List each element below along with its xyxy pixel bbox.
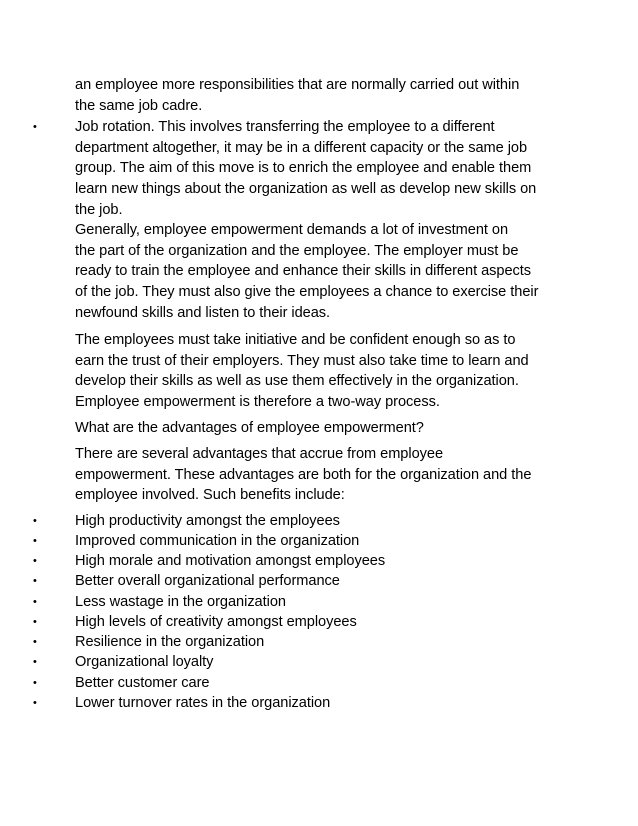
- text-line: learn new things about the organization as well as develop new skills on: [75, 181, 537, 198]
- text-line: the job.: [75, 201, 123, 218]
- bullet-marker: •: [33, 535, 37, 547]
- bullet-marker: •: [33, 636, 37, 648]
- paragraph-initiative: [75, 330, 575, 413]
- text-line: the part of the organization and the employee. The employer must be: [75, 242, 519, 259]
- bullet-marker: •: [33, 121, 37, 133]
- text-line: Generally, employee empowerment demands a lot of investment on: [75, 222, 509, 238]
- text-line: Employee empowerment is therefore a two-way process.: [75, 394, 440, 411]
- bullet-marker: •: [33, 596, 37, 608]
- text-line: earn the trust of their employers. They must also take time to learn and: [75, 352, 529, 369]
- bullet-marker: •: [33, 616, 37, 628]
- text-line: of the job. They must also give the employees a chance to exercise their: [75, 284, 539, 301]
- list-item: Better customer care: [75, 675, 210, 691]
- text-line: an employee more responsibilities that are normally carried out within: [75, 77, 520, 93]
- job-rotation-item: [75, 117, 575, 221]
- text-line: There are several advantages that accrue from employee: [75, 446, 444, 462]
- list-item: High levels of creativity amongst employees: [75, 614, 357, 630]
- text-line: The employees must take initiative and be confident enough so as to: [75, 332, 516, 348]
- list-item: High productivity amongst the employees: [75, 513, 340, 529]
- list-item: Resilience in the organization: [75, 634, 265, 650]
- question-heading: What are the advantages of employee empowerment?: [75, 420, 424, 436]
- list-item: Better overall organizational performance: [75, 573, 340, 589]
- bullet-marker: •: [33, 677, 37, 689]
- text-line: department altogether, it may be in a different capacity or the same job: [75, 139, 528, 156]
- text-line: Job rotation. This involves transferring the employee to a different: [75, 119, 495, 135]
- list-item: Less wastage in the organization: [75, 594, 286, 610]
- paragraph-advantages: [75, 444, 575, 506]
- continuation-text: [75, 75, 575, 116]
- text-line: group. The aim of this move is to enrich the employee and enable them: [75, 160, 532, 177]
- list-item: Improved communication in the organization: [75, 533, 360, 549]
- bullet-marker: •: [33, 515, 37, 527]
- paragraph-investment: [75, 220, 575, 324]
- list-item: Lower turnover rates in the organization: [75, 695, 331, 711]
- text-line: empowerment. These advantages are both for the organization and the: [75, 466, 532, 483]
- text-line: newfound skills and listen to their ideas.: [75, 304, 331, 321]
- list-item: High morale and motivation amongst employees: [75, 553, 386, 569]
- text-line: the same job cadre.: [75, 97, 203, 114]
- list-item: Organizational loyalty: [75, 654, 214, 670]
- bullet-marker: •: [33, 555, 37, 567]
- bullet-marker: •: [33, 575, 37, 587]
- text-line: employee involved. Such benefits include:: [75, 487, 345, 504]
- bullet-marker: •: [33, 697, 37, 709]
- bullet-marker: •: [33, 656, 37, 668]
- text-line: ready to train the employee and enhance their skills in different aspects: [75, 263, 532, 280]
- text-line: develop their skills as well as use them effectively in the organization.: [75, 373, 519, 390]
